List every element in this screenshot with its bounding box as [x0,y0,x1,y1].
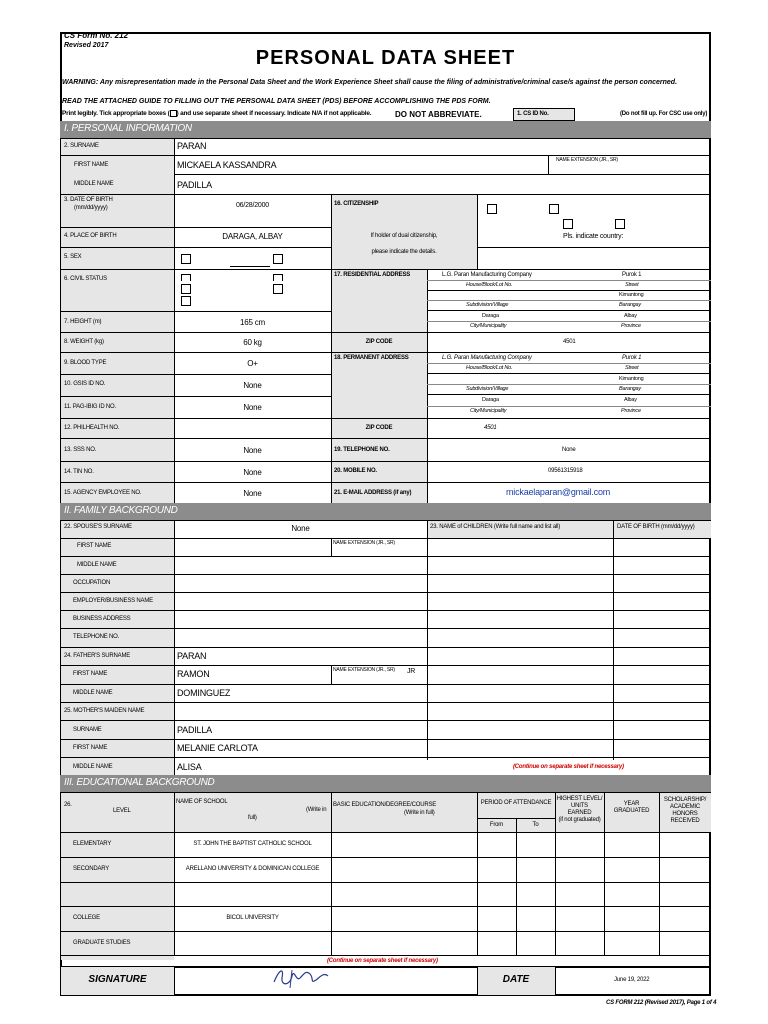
mobile-value[interactable]: 09561315918 [548,468,583,474]
spouse-middlename-label: MIDDLE NAME [77,562,117,568]
education-number: 26. [64,802,72,808]
school-header-c: full) [248,815,257,821]
page-note: CS FORM 212 (Revised 2017), Page 1 of 4 [606,1000,717,1006]
middlename-value[interactable]: PADILLA [177,180,212,190]
highest-level-d: (if not graduated) [558,817,601,823]
pob-label: 4. PLACE OF BIRTH [64,233,117,239]
telephone-label: 19. TELEPHONE NO. [334,447,390,453]
citizenship-filipino-checkbox[interactable] [487,204,497,214]
revision-note: Revised 2017 [64,42,109,49]
dob-value[interactable]: 06/28/2000 [235,202,270,209]
sss-value[interactable]: None [243,446,262,455]
father-firstname-label: FIRST NAME [73,671,108,677]
perm-zip-label: ZIP CODE [365,425,393,431]
sex-male-checkbox[interactable] [181,254,191,264]
date-value[interactable]: June 19, 2022 [614,977,650,983]
children-dob-label: DATE OF BIRTH (mm/dd/yyyy) [617,524,695,530]
pls-indicate-country: Pls. indicate country: [563,233,624,240]
perm-house-caption: House/Block/Lot No. [466,365,513,371]
email-label: 21. E-MAIL ADDRESS (if any) [334,490,412,496]
gsis-value[interactable]: None [243,381,262,390]
period-to-header: To [532,822,539,828]
res-zip-value[interactable]: 4501 [563,339,576,345]
highest-level-c: EARNED [567,810,592,816]
education-level-graduate: GRADUATE STUDIES [73,940,131,946]
honors-b: ACADEMIC [669,804,701,810]
perm-street-caption: Street [625,365,639,371]
spouse-business-address-label: BUSINESS ADDRESS [73,616,131,622]
civil-separated-checkbox[interactable] [273,284,283,294]
mother-middlename-label: MIDDLE NAME [73,764,113,770]
dob-label: 3. DATE OF BIRTH [64,197,113,203]
sex-female-checkbox[interactable] [273,254,283,264]
philhealth-label: 12. PHILHEALTH NO. [64,425,120,431]
print-legibly-b: ) and use separate sheet if necessary. Indicate N/A if not applicable. [176,110,372,118]
page-title: PERSONAL DATA SHEET [255,47,516,69]
dual-citizenship-note: If holder of dual citizenship, [370,233,438,239]
res-subdivision-value[interactable]: Kimantong [619,292,644,298]
tin-label: 14. TIN NO. [64,469,94,475]
spouse-occupation-label: OCCUPATION [73,580,111,586]
perm-street-value[interactable]: Purok 1 [622,355,642,361]
mother-surname-label: SURNAME [73,727,102,733]
honors-a: SCHOLARSHIP/ [663,797,707,803]
signature-label: SIGNATURE [88,974,147,985]
spouse-telephone-label: TELEPHONE NO. [73,634,120,640]
perm-subdivision-caption: Subdivision/Village [466,386,509,392]
father-surname-label: 24. FATHER'S SURNAME [64,653,131,659]
period-header: PERIOD OF ATTENDANCE [480,800,552,806]
perm-city-caption: City/Municipality [470,408,507,414]
highest-level-b: UNITS [570,803,588,809]
education-level-college: COLLEGE [73,915,100,921]
education-level-vocational: VOCATIONAL / TRADE COURSE [73,890,159,896]
height-label: 7. HEIGHT (m) [64,319,102,325]
sss-label: 13. SSS NO. [64,447,97,453]
res-province-value[interactable]: Albay [624,313,637,319]
spouse-name-ext-label: NAME EXTENSION (JR., SR) [333,540,395,546]
res-city-value[interactable]: Daraga [482,313,499,319]
perm-province-caption: Province [621,408,641,414]
res-barangay-caption: Barangay [619,302,641,308]
father-surname-value[interactable]: PARAN [177,651,207,661]
year-graduated-header [604,801,659,815]
dual-by-birth-checkbox[interactable] [563,219,573,229]
education-continue-note: (Continue on separate sheet if necessary) [327,958,438,964]
res-house-value[interactable]: L.G. Paran Manufacturing Company [442,272,532,278]
handwritten-signature-graphic [270,964,332,990]
name-extension-label: NAME EXTENSION (JR., SR) [556,157,618,163]
father-middlename-label: MIDDLE NAME [73,690,113,696]
honors-c: HONORS [672,811,698,817]
permanent-address-label: 18. PERMANENT ADDRESS [334,355,409,361]
mobile-label: 20. MOBILE NO. [334,468,377,474]
res-province-caption: Province [621,323,641,329]
surname-label: 2. SURNAME [64,143,99,149]
spouse-firstname-label: FIRST NAME [77,543,112,549]
csid-label: 1. CS ID No. [517,111,549,117]
course-header-a: BASIC EDUCATION/DEGREE/COURSE [333,802,437,808]
res-zip-label: ZIP CODE [365,339,393,345]
education-level-secondary: SECONDARY [73,866,110,872]
warning-text: WARNING: Any misrepresentation made in the Personal Data Sheet and the Work Experience Sheet shall cause the filing of administrative/criminal case/s against the person concerned. [62,79,678,86]
firstname-label: FIRST NAME [74,162,109,168]
telephone-value[interactable]: None [562,447,576,453]
highest-level-a: HIGHEST LEVEL/ [556,796,603,802]
sex-label: 5. SEX [64,254,82,260]
res-street-caption: Street [625,282,639,288]
civil-widowed-checkbox[interactable] [181,284,191,294]
perm-barangay-caption: Barangay [619,386,641,392]
civil-married-checkbox[interactable] [273,274,283,281]
res-subdivision-caption: Subdivision/Village [466,302,509,308]
period-from-header: From [489,822,504,828]
mother-maiden-label: 25. MOTHER'S MAIDEN NAME [64,708,145,714]
email-value[interactable]: mickaelaparan@gmail.com [506,487,611,497]
honors-d: RECEIVED [670,818,700,824]
blood-type-value[interactable]: O+ [247,359,258,368]
section-educational-background: III. EDUCATIONAL BACKGROUND [60,775,711,792]
tin-value[interactable]: None [243,468,262,477]
school-header-a: NAME OF SCHOOL [176,799,228,805]
education-school-secondary[interactable]: ARELLANO UNIVERSITY & DOMINICAN COLLEGE [185,866,320,872]
school-header-b: (Write in [306,807,327,813]
date-label: DATE [502,974,530,985]
citizenship-dual-checkbox[interactable] [549,204,559,214]
dob-format-label: (mm/dd/yyyy) [74,205,108,211]
csid-note: (Do not fill up. For CSC use only) [620,111,708,117]
civil-single-checkbox[interactable] [181,274,191,281]
father-name-ext-value[interactable]: JR [407,668,416,675]
spouse-surname-value[interactable]: None [291,524,310,533]
year-graduated-a: YEAR [623,801,640,807]
section-family-background: II. FAMILY BACKGROUND [60,503,711,520]
spouse-surname-label: 22. SPOUSE'S SURNAME [64,524,132,530]
surname-value[interactable]: PARAN [177,141,207,151]
education-level-header: LEVEL [113,808,131,814]
height-value[interactable]: 165 cm [239,318,266,327]
civil-status-label: 6. CIVIL STATUS [64,276,107,282]
read-guide-text: READ THE ATTACHED GUIDE TO FILLING OUT THE PERSONAL DATA SHEET (PDS) BEFORE ACCOMPLISHING THE PDS FORM. [62,98,491,105]
gsis-label: 10. GSIS ID NO. [64,381,106,387]
father-firstname-value[interactable]: RAMON [177,669,210,679]
dual-by-naturalization-checkbox[interactable] [615,219,625,229]
spouse-employer-label: EMPLOYER/BUSINESS NAME [73,598,153,604]
dual-citizenship-details-note: please indicate the details. [371,249,437,255]
res-city-caption: City/Municipality [470,323,507,329]
year-graduated-b: GRADUATED [613,808,650,814]
firstname-value[interactable]: MICKAELA KASSANDRA [177,160,277,170]
blood-type-label: 9. BLOOD TYPE [64,360,107,366]
perm-house-value[interactable]: L.G. Paran Manufacturing Company [442,355,532,361]
agency-value[interactable]: None [243,489,262,498]
signature-image [270,964,332,995]
civil-others-checkbox[interactable] [181,296,191,306]
res-street-value[interactable]: Purok 1 [622,272,642,278]
course-header-b: (Write in full) [404,810,435,816]
residential-address-label: 17. RESIDENTIAL ADDRESS [334,272,411,278]
education-school-college[interactable]: BICOL UNIVERSITY [226,915,279,921]
highest-level-header [555,796,604,824]
weight-label: 8. WEIGHT (kg) [64,339,104,345]
section-personal-information: I. PERSONAL INFORMATION [60,121,711,138]
pagibig-value[interactable]: None [243,403,262,412]
do-not-abbreviate: DO NOT ABBREVIATE. [395,110,482,119]
perm-city-value[interactable]: Daraga [482,397,499,403]
honors-header [659,797,711,825]
children-label: 23. NAME of CHILDREN (Write full name and list all) [430,524,561,530]
mother-firstname-value[interactable]: MELANIE CARLOTA [177,743,258,753]
pob-value[interactable]: DARAGA, ALBAY [222,232,283,241]
res-house-caption: House/Block/Lot No. [466,282,513,288]
perm-zip-value[interactable]: 4501 [484,425,497,431]
agency-label: 15. AGENCY EMPLOYEE NO. [64,490,142,496]
print-legibly-a: Print legibly. Tick appropriate boxes ( [62,110,170,118]
mother-middlename-value[interactable]: ALISA [177,762,202,772]
father-name-ext-label: NAME EXTENSION (JR., SR) [333,667,395,673]
middlename-label: MIDDLE NAME [74,181,114,187]
perm-subdivision-value[interactable]: Kimantong [619,376,644,382]
pagibig-label: 11. PAG-IBIG ID NO. [64,404,116,410]
perm-province-value[interactable]: Albay [624,397,637,403]
family-continue-note: (Continue on separate sheet if necessary) [513,764,624,770]
education-school-elementary[interactable]: ST. JOHN THE BAPTIST CATHOLIC SCHOOL [193,841,312,847]
weight-value[interactable]: 60 kg [243,338,262,347]
form-number: CS Form No. 212 [64,31,129,40]
mother-firstname-label: FIRST NAME [73,745,108,751]
father-middlename-value[interactable]: DOMINGUEZ [177,688,231,698]
education-level-elementary: ELEMENTARY [73,841,112,847]
mother-surname-value[interactable]: PADILLA [177,725,212,735]
citizenship-label: 16. CITIZENSHIP [334,201,379,207]
